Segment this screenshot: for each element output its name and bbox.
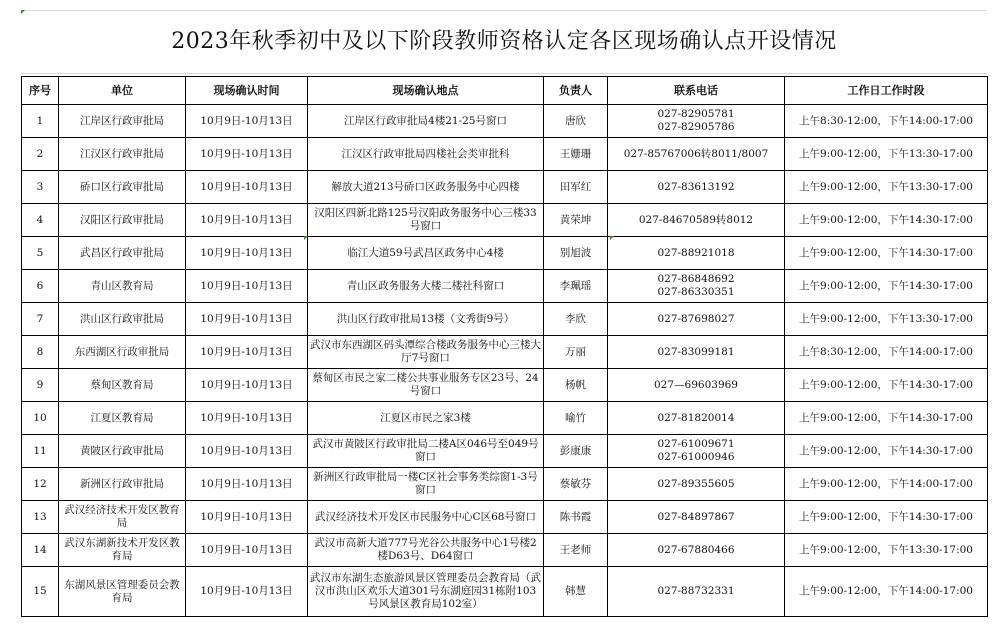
- cell-hours: 上午9:00-12:00，下午14:00-17:00: [785, 567, 988, 617]
- cell-hours: 上午9:00-12:00，下午14:30-17:00: [785, 270, 988, 303]
- cell-unit: 黄陂区行政审批局: [59, 435, 186, 468]
- cell-unit: 硚口区行政审批局: [59, 171, 186, 204]
- cell-phone: 027-88732331: [608, 567, 785, 617]
- document-sheet: [21, 10, 987, 617]
- cell-location: 临江大道59号武昌区政务中心4楼: [308, 237, 544, 270]
- cell-contact-person: 喻竹: [544, 402, 608, 435]
- cell-index: 9: [22, 369, 59, 402]
- cell-index: 14: [22, 534, 59, 567]
- cell-location: 江汉区行政审批局四楼社会类审批科: [308, 138, 544, 171]
- cell-hours: 上午9:00-12:00，下午14:30-17:00: [785, 501, 988, 534]
- cell-phone: 027-83099181: [608, 336, 785, 369]
- cell-unit: 江夏区教育局: [59, 402, 186, 435]
- cell-index: 10: [22, 402, 59, 435]
- header-contact-person: 负责人: [544, 77, 608, 105]
- cell-contact-person: 杨帆: [544, 369, 608, 402]
- sites-table: [21, 76, 988, 617]
- cell-hours: 上午9:00-12:00，下午14:30-17:00: [785, 369, 988, 402]
- cell-time: 10月9日-10月13日: [186, 270, 308, 303]
- cell-location: 新洲区行政审批局一楼C区社会事务类综窗1-3号窗口: [308, 468, 544, 501]
- cell-contact-person: 李珮瑶: [544, 270, 608, 303]
- table-row: [22, 468, 988, 501]
- cell-time: 10月9日-10月13日: [186, 138, 308, 171]
- cell-marker: [610, 236, 614, 240]
- cell-phone: 027-81820014: [608, 402, 785, 435]
- cell-time: 10月9日-10月13日: [186, 534, 308, 567]
- cell-hours: 上午9:00-12:00，下午14:00-17:00: [785, 468, 988, 501]
- cell-hours: 上午9:00-12:00，下午13:30-17:00: [785, 138, 988, 171]
- table-row: [22, 303, 988, 336]
- cell-index: 3: [22, 171, 59, 204]
- cell-unit: 江汉区行政审批局: [59, 138, 186, 171]
- cell-hours: 上午9:00-12:00，下午14:30-17:00: [785, 237, 988, 270]
- cell-unit: 青山区教育局: [59, 270, 186, 303]
- cell-index: 13: [22, 501, 59, 534]
- table-row: [22, 336, 988, 369]
- page-title: 2023年秋季初中及以下阶段教师资格认定各区现场确认点开设情况: [21, 10, 987, 74]
- cell-index: 6: [22, 270, 59, 303]
- cell-index: 12: [22, 468, 59, 501]
- cell-unit: 洪山区行政审批局: [59, 303, 186, 336]
- table-row: [22, 501, 988, 534]
- cell-location: 洪山区行政审批局13楼（文秀街9号）: [308, 303, 544, 336]
- cell-phone: 027-82905781 027-82905786: [608, 105, 785, 138]
- table-row: [22, 105, 988, 138]
- cell-location: 武汉市东湖生态旅游风景区管理委员会教育局（武汉市洪山区欢乐大道301号东湖庭园31栋附103号风景区教育局102室）: [308, 567, 544, 617]
- header-location: 现场确认地点: [308, 77, 544, 105]
- cell-unit: 蔡甸区教育局: [59, 369, 186, 402]
- cell-time: 10月9日-10月13日: [186, 204, 308, 237]
- cell-hours: 上午9:00-12:00，下午13:30-17:00: [785, 534, 988, 567]
- cell-location: 武汉市高新大道777号光谷公共服务中心1号楼2楼D63号、D64窗口: [308, 534, 544, 567]
- cell-time: 10月9日-10月13日: [186, 402, 308, 435]
- cell-time: 10月9日-10月13日: [186, 303, 308, 336]
- cell-location: 江夏区市民之家3楼: [308, 402, 544, 435]
- cell-marker: [304, 236, 308, 240]
- table-body: [22, 105, 988, 617]
- cell-time: 10月9日-10月13日: [186, 501, 308, 534]
- table-row: [22, 534, 988, 567]
- cell-contact-person: 韩慧: [544, 567, 608, 617]
- cell-unit: 江岸区行政审批局: [59, 105, 186, 138]
- cell-contact-person: 王姗珊: [544, 138, 608, 171]
- cell-marker: [21, 10, 25, 14]
- cell-location: 蔡甸区市民之家二楼公共事业服务专区23号、24号窗口: [308, 369, 544, 402]
- cell-hours: 上午9:00-12:00，下午13:30-17:00: [785, 171, 988, 204]
- cell-time: 10月9日-10月13日: [186, 237, 308, 270]
- cell-contact-person: 田军红: [544, 171, 608, 204]
- cell-index: 7: [22, 303, 59, 336]
- cell-unit: 新洲区行政审批局: [59, 468, 186, 501]
- cell-unit: 武昌区行政审批局: [59, 237, 186, 270]
- header-unit: 单位: [59, 77, 186, 105]
- table-row: [22, 237, 988, 270]
- cell-index: 15: [22, 567, 59, 617]
- header-hours: 工作日工作时段: [785, 77, 988, 105]
- cell-phone: 027-67880466: [608, 534, 785, 567]
- cell-contact-person: 王老师: [544, 534, 608, 567]
- cell-index: 1: [22, 105, 59, 138]
- cell-hours: 上午9:00-12:00，下午14:30-17:00: [785, 402, 988, 435]
- cell-location: 解放大道213号硚口区政务服务中心四楼: [308, 171, 544, 204]
- cell-location: 武汉市黄陂区行政审批局二楼A区046号至049号窗口: [308, 435, 544, 468]
- cell-phone: 027-86848692 027-86330351: [608, 270, 785, 303]
- cell-time: 10月9日-10月13日: [186, 171, 308, 204]
- cell-contact-person: 别旭波: [544, 237, 608, 270]
- cell-location: 江岸区行政审批局4楼21-25号窗口: [308, 105, 544, 138]
- header-index: 序号: [22, 77, 59, 105]
- cell-contact-person: 唐欣: [544, 105, 608, 138]
- cell-unit: 汉阳区行政审批局: [59, 204, 186, 237]
- cell-hours: 上午8:30-12:00，下午14:00-17:00: [785, 336, 988, 369]
- cell-location: 青山区政务服务大楼二楼社科窗口: [308, 270, 544, 303]
- cell-phone: 027-85767006转8011/8007: [608, 138, 785, 171]
- cell-unit: 东西湖区行政审批局: [59, 336, 186, 369]
- cell-hours: 上午8:30-12:00，下午14:00-17:00: [785, 105, 988, 138]
- table-row: [22, 171, 988, 204]
- cell-phone: 027-84897867: [608, 501, 785, 534]
- cell-hours: 上午9:00-12:00，下午13:30-17:00: [785, 303, 988, 336]
- cell-unit: 东湖风景区管理委员会教育局: [59, 567, 186, 617]
- cell-contact-person: 黄荣坤: [544, 204, 608, 237]
- header-phone: 联系电话: [608, 77, 785, 105]
- header-time: 现场确认时间: [186, 77, 308, 105]
- table-row: [22, 270, 988, 303]
- cell-index: 2: [22, 138, 59, 171]
- header-row: [22, 77, 988, 105]
- cell-time: 10月9日-10月13日: [186, 105, 308, 138]
- cell-contact-person: 陈书霞: [544, 501, 608, 534]
- cell-index: 4: [22, 204, 59, 237]
- cell-location: 武汉经济技术开发区市民服务中心C区68号窗口: [308, 501, 544, 534]
- cell-location: 武汉市东西湖区码头潭综合楼政务服务中心三楼大厅7号窗口: [308, 336, 544, 369]
- cell-time: 10月9日-10月13日: [186, 468, 308, 501]
- cell-phone: 027-88921018: [608, 237, 785, 270]
- table-row: [22, 567, 988, 617]
- cell-hours: 上午9:00-12:00，下午14:30-17:00: [785, 204, 988, 237]
- table-row: [22, 138, 988, 171]
- cell-unit: 武汉东湖新技术开发区教育局: [59, 534, 186, 567]
- cell-time: 10月9日-10月13日: [186, 336, 308, 369]
- cell-time: 10月9日-10月13日: [186, 567, 308, 617]
- cell-contact-person: 李欣: [544, 303, 608, 336]
- cell-phone: 027-84670589转8012: [608, 204, 785, 237]
- cell-index: 11: [22, 435, 59, 468]
- table-row: [22, 402, 988, 435]
- table-row: [22, 204, 988, 237]
- cell-time: 10月9日-10月13日: [186, 369, 308, 402]
- cell-location: 汉阳区四新北路125号汉阳政务服务中心三楼33号窗口: [308, 204, 544, 237]
- cell-index: 8: [22, 336, 59, 369]
- cell-contact-person: 彭康康: [544, 435, 608, 468]
- cell-phone: 027-61009671 027-61000946: [608, 435, 785, 468]
- cell-phone: 027-83613192: [608, 171, 785, 204]
- table-row: [22, 369, 988, 402]
- table-row: [22, 435, 988, 468]
- cell-phone: 027—69603969: [608, 369, 785, 402]
- cell-unit: 武汉经济技术开发区教育局: [59, 501, 186, 534]
- cell-hours: 上午9:00-12:00，下午14:30-17:00: [785, 435, 988, 468]
- cell-contact-person: 蔡敏芬: [544, 468, 608, 501]
- cell-phone: 027-89355605: [608, 468, 785, 501]
- cell-index: 5: [22, 237, 59, 270]
- cell-contact-person: 万丽: [544, 336, 608, 369]
- cell-time: 10月9日-10月13日: [186, 435, 308, 468]
- cell-phone: 027-87698027: [608, 303, 785, 336]
